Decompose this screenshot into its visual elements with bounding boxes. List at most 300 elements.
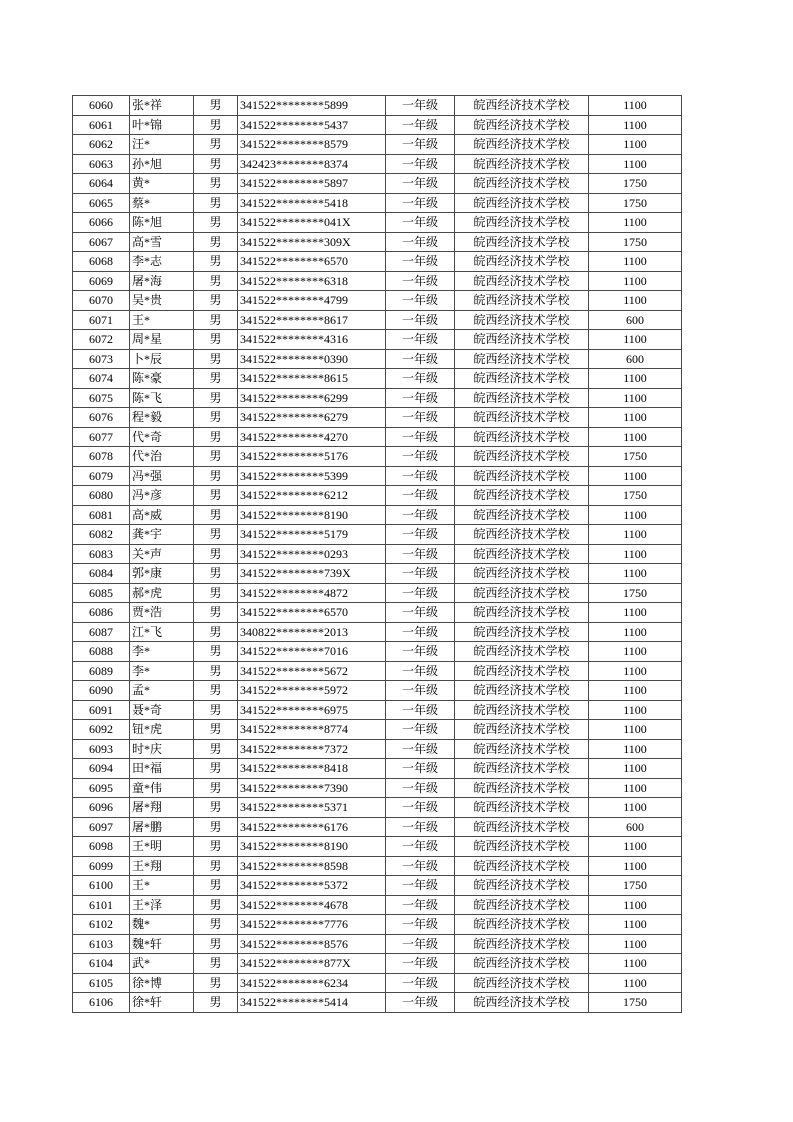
table-row [73,486,682,506]
cell-gender: 男 [194,525,238,545]
table-row [73,661,682,681]
cell-id: 6102 [73,915,130,935]
document-sheet [72,95,682,1013]
cell-grade: 一年级 [386,778,455,798]
table-row [73,505,682,525]
cell-grade: 一年级 [386,154,455,174]
cell-school: 皖西经济技术学校 [455,798,589,818]
table-row [73,817,682,837]
cell-name: 高*威 [130,505,194,525]
cell-id: 6071 [73,310,130,330]
table-row [73,447,682,467]
cell-school: 皖西经济技术学校 [455,330,589,350]
cell-amount: 1100 [589,700,682,720]
cell-gender: 男 [194,427,238,447]
cell-amount: 1750 [589,876,682,896]
cell-id: 6103 [73,934,130,954]
cell-name: 卜*辰 [130,349,194,369]
cell-school: 皖西经济技术学校 [455,603,589,623]
cell-amount: 1100 [589,622,682,642]
cell-id: 6105 [73,973,130,993]
cell-id_number: 341522********5371 [238,798,386,818]
cell-grade: 一年级 [386,564,455,584]
cell-id_number: 341522********4270 [238,427,386,447]
cell-id_number: 342423********8374 [238,154,386,174]
cell-name: 屠*鹏 [130,817,194,837]
cell-gender: 男 [194,642,238,662]
cell-grade: 一年级 [386,96,455,116]
cell-grade: 一年级 [386,583,455,603]
cell-amount: 1750 [589,174,682,194]
table-row [73,369,682,389]
cell-gender: 男 [194,310,238,330]
cell-school: 皖西经济技术学校 [455,408,589,428]
cell-name: 徐*博 [130,973,194,993]
cell-gender: 男 [194,96,238,116]
cell-id: 6098 [73,837,130,857]
cell-name: 程*毅 [130,408,194,428]
cell-amount: 1100 [589,291,682,311]
cell-gender: 男 [194,681,238,701]
cell-name: 蔡* [130,193,194,213]
cell-id_number: 341522********0390 [238,349,386,369]
cell-name: 王*翔 [130,856,194,876]
cell-school: 皖西经济技术学校 [455,388,589,408]
cell-school: 皖西经济技术学校 [455,271,589,291]
cell-name: 聂*奇 [130,700,194,720]
cell-id_number: 341522********5437 [238,115,386,135]
cell-id: 6063 [73,154,130,174]
cell-grade: 一年级 [386,115,455,135]
cell-school: 皖西经济技术学校 [455,154,589,174]
cell-grade: 一年级 [386,622,455,642]
cell-grade: 一年级 [386,369,455,389]
cell-name: 徐*轩 [130,993,194,1013]
cell-name: 黄* [130,174,194,194]
cell-id_number: 341522********309X [238,232,386,252]
table-row [73,388,682,408]
records-table [72,95,682,1013]
cell-school: 皖西经济技术学校 [455,759,589,779]
cell-school: 皖西经济技术学校 [455,720,589,740]
table-row [73,876,682,896]
cell-id: 6092 [73,720,130,740]
cell-gender: 男 [194,447,238,467]
cell-amount: 1100 [589,798,682,818]
table-row [73,993,682,1013]
cell-id: 6101 [73,895,130,915]
cell-grade: 一年级 [386,525,455,545]
cell-grade: 一年级 [386,252,455,272]
cell-school: 皖西经济技术学校 [455,310,589,330]
cell-grade: 一年级 [386,817,455,837]
cell-name: 郭*康 [130,564,194,584]
cell-school: 皖西经济技术学校 [455,447,589,467]
table-row [73,798,682,818]
cell-amount: 1100 [589,408,682,428]
cell-gender: 男 [194,252,238,272]
cell-id: 6068 [73,252,130,272]
cell-id_number: 341522********5897 [238,174,386,194]
cell-id: 6069 [73,271,130,291]
cell-amount: 1100 [589,954,682,974]
cell-grade: 一年级 [386,681,455,701]
cell-id: 6093 [73,739,130,759]
cell-name: 龚*宇 [130,525,194,545]
cell-id_number: 341522********6570 [238,252,386,272]
cell-school: 皖西经济技术学校 [455,466,589,486]
table-row [73,720,682,740]
cell-amount: 1100 [589,778,682,798]
cell-amount: 1100 [589,154,682,174]
cell-amount: 1100 [589,427,682,447]
cell-grade: 一年级 [386,739,455,759]
cell-id_number: 341522********5399 [238,466,386,486]
cell-name: 王*泽 [130,895,194,915]
cell-gender: 男 [194,291,238,311]
cell-grade: 一年级 [386,700,455,720]
cell-id_number: 341522********6299 [238,388,386,408]
cell-name: 屠*海 [130,271,194,291]
cell-id: 6083 [73,544,130,564]
cell-grade: 一年级 [386,213,455,233]
table-row [73,466,682,486]
cell-id: 6104 [73,954,130,974]
cell-id: 6106 [73,993,130,1013]
cell-amount: 1100 [589,973,682,993]
table-row [73,915,682,935]
cell-school: 皖西经济技术学校 [455,583,589,603]
cell-name: 张*祥 [130,96,194,116]
cell-grade: 一年级 [386,388,455,408]
cell-grade: 一年级 [386,759,455,779]
cell-grade: 一年级 [386,876,455,896]
cell-id: 6065 [73,193,130,213]
cell-gender: 男 [194,486,238,506]
cell-gender: 男 [194,973,238,993]
cell-id: 6088 [73,642,130,662]
table-row [73,837,682,857]
cell-id: 6091 [73,700,130,720]
cell-id: 6084 [73,564,130,584]
cell-amount: 1750 [589,232,682,252]
cell-id_number: 341522********877X [238,954,386,974]
cell-name: 时*庆 [130,739,194,759]
cell-name: 童*伟 [130,778,194,798]
cell-grade: 一年级 [386,934,455,954]
cell-amount: 1100 [589,115,682,135]
cell-id: 6094 [73,759,130,779]
cell-gender: 男 [194,232,238,252]
cell-name: 孟* [130,681,194,701]
cell-school: 皖西经济技术学校 [455,486,589,506]
cell-school: 皖西经济技术学校 [455,837,589,857]
cell-gender: 男 [194,154,238,174]
cell-school: 皖西经济技术学校 [455,739,589,759]
cell-gender: 男 [194,466,238,486]
cell-grade: 一年级 [386,271,455,291]
table-row [73,193,682,213]
cell-id_number: 341522********8617 [238,310,386,330]
cell-amount: 1750 [589,583,682,603]
cell-name: 陈*豪 [130,369,194,389]
table-row [73,525,682,545]
cell-gender: 男 [194,837,238,857]
cell-school: 皖西经济技术学校 [455,661,589,681]
table-row [73,934,682,954]
cell-school: 皖西经济技术学校 [455,876,589,896]
cell-id_number: 341522********5414 [238,993,386,1013]
cell-school: 皖西经济技术学校 [455,564,589,584]
cell-school: 皖西经济技术学校 [455,291,589,311]
cell-id: 6064 [73,174,130,194]
cell-school: 皖西经济技术学校 [455,193,589,213]
cell-name: 钮*虎 [130,720,194,740]
table-row [73,856,682,876]
cell-id: 6085 [73,583,130,603]
cell-grade: 一年级 [386,798,455,818]
cell-id: 6099 [73,856,130,876]
cell-amount: 1100 [589,720,682,740]
cell-id: 6072 [73,330,130,350]
cell-amount: 1100 [589,856,682,876]
cell-gender: 男 [194,739,238,759]
cell-id_number: 341522********7372 [238,739,386,759]
cell-id: 6060 [73,96,130,116]
cell-grade: 一年级 [386,856,455,876]
cell-id_number: 341522********7390 [238,778,386,798]
cell-school: 皖西经济技术学校 [455,681,589,701]
cell-amount: 1100 [589,739,682,759]
table-row [73,622,682,642]
cell-gender: 男 [194,330,238,350]
cell-school: 皖西经济技术学校 [455,232,589,252]
cell-gender: 男 [194,271,238,291]
table-row [73,603,682,623]
table-row [73,681,682,701]
cell-grade: 一年级 [386,291,455,311]
cell-school: 皖西经济技术学校 [455,252,589,272]
cell-gender: 男 [194,876,238,896]
cell-id: 6075 [73,388,130,408]
cell-gender: 男 [194,954,238,974]
cell-id: 6097 [73,817,130,837]
cell-name: 孙*旭 [130,154,194,174]
cell-id: 6095 [73,778,130,798]
cell-name: 王* [130,876,194,896]
cell-amount: 1100 [589,895,682,915]
cell-school: 皖西经济技术学校 [455,993,589,1013]
table-row [73,349,682,369]
cell-name: 冯*强 [130,466,194,486]
cell-gender: 男 [194,213,238,233]
cell-amount: 1100 [589,505,682,525]
cell-name: 关*声 [130,544,194,564]
cell-amount: 1750 [589,993,682,1013]
cell-id: 6073 [73,349,130,369]
cell-id: 6076 [73,408,130,428]
cell-gender: 男 [194,544,238,564]
table-row [73,564,682,584]
cell-school: 皖西经济技术学校 [455,369,589,389]
cell-amount: 1100 [589,915,682,935]
cell-amount: 1100 [589,837,682,857]
cell-gender: 男 [194,934,238,954]
cell-id_number: 341522********6279 [238,408,386,428]
table-row [73,154,682,174]
cell-id: 6082 [73,525,130,545]
cell-amount: 1100 [589,544,682,564]
table-row [73,642,682,662]
cell-grade: 一年级 [386,603,455,623]
cell-grade: 一年级 [386,135,455,155]
cell-amount: 1750 [589,447,682,467]
table-row [73,700,682,720]
cell-id_number: 341522********0293 [238,544,386,564]
cell-grade: 一年级 [386,544,455,564]
cell-amount: 1100 [589,135,682,155]
cell-grade: 一年级 [386,349,455,369]
cell-school: 皖西经济技术学校 [455,544,589,564]
cell-id_number: 341522********4678 [238,895,386,915]
table-row [73,759,682,779]
cell-grade: 一年级 [386,232,455,252]
cell-name: 吴*贵 [130,291,194,311]
cell-gender: 男 [194,759,238,779]
table-row [73,408,682,428]
cell-amount: 1100 [589,271,682,291]
cell-school: 皖西经济技术学校 [455,895,589,915]
cell-gender: 男 [194,193,238,213]
table-row [73,213,682,233]
cell-gender: 男 [194,622,238,642]
cell-id: 6087 [73,622,130,642]
cell-amount: 1100 [589,934,682,954]
cell-gender: 男 [194,135,238,155]
cell-id: 6074 [73,369,130,389]
cell-grade: 一年级 [386,174,455,194]
cell-grade: 一年级 [386,447,455,467]
cell-id_number: 341522********8579 [238,135,386,155]
cell-amount: 1100 [589,388,682,408]
cell-gender: 男 [194,115,238,135]
cell-amount: 600 [589,310,682,330]
cell-id_number: 341522********7016 [238,642,386,662]
cell-amount: 600 [589,349,682,369]
cell-gender: 男 [194,778,238,798]
cell-id_number: 341522********6176 [238,817,386,837]
table-row [73,291,682,311]
cell-name: 陈*旭 [130,213,194,233]
cell-grade: 一年级 [386,408,455,428]
cell-gender: 男 [194,915,238,935]
cell-school: 皖西经济技术学校 [455,973,589,993]
cell-id: 6096 [73,798,130,818]
cell-name: 陈*飞 [130,388,194,408]
cell-id_number: 341522********5372 [238,876,386,896]
cell-amount: 1100 [589,96,682,116]
cell-school: 皖西经济技术学校 [455,954,589,974]
cell-id_number: 341522********5418 [238,193,386,213]
cell-id_number: 341522********5972 [238,681,386,701]
cell-name: 魏* [130,915,194,935]
cell-school: 皖西经济技术学校 [455,817,589,837]
table-row [73,252,682,272]
cell-id_number: 341522********041X [238,213,386,233]
table-row [73,232,682,252]
cell-grade: 一年级 [386,310,455,330]
cell-name: 汪* [130,135,194,155]
cell-amount: 1100 [589,661,682,681]
cell-gender: 男 [194,388,238,408]
cell-id_number: 341522********4872 [238,583,386,603]
cell-id: 6066 [73,213,130,233]
cell-gender: 男 [194,564,238,584]
cell-amount: 1750 [589,193,682,213]
cell-name: 周*星 [130,330,194,350]
cell-school: 皖西经济技术学校 [455,96,589,116]
cell-grade: 一年级 [386,642,455,662]
cell-amount: 1100 [589,525,682,545]
cell-gender: 男 [194,369,238,389]
cell-id_number: 341522********8418 [238,759,386,779]
cell-grade: 一年级 [386,486,455,506]
cell-grade: 一年级 [386,837,455,857]
cell-amount: 1100 [589,369,682,389]
cell-id: 6089 [73,661,130,681]
table-row [73,427,682,447]
cell-id_number: 341522********8774 [238,720,386,740]
cell-id_number: 341522********7776 [238,915,386,935]
cell-grade: 一年级 [386,993,455,1013]
cell-school: 皖西经济技术学校 [455,349,589,369]
table-row [73,115,682,135]
cell-grade: 一年级 [386,661,455,681]
cell-id_number: 341522********5176 [238,447,386,467]
cell-name: 高*雪 [130,232,194,252]
cell-gender: 男 [194,720,238,740]
cell-id_number: 341522********6212 [238,486,386,506]
table-row [73,96,682,116]
table-row [73,174,682,194]
cell-name: 代*治 [130,447,194,467]
cell-school: 皖西经济技术学校 [455,174,589,194]
cell-id: 6061 [73,115,130,135]
cell-id_number: 341522********5672 [238,661,386,681]
cell-school: 皖西经济技术学校 [455,505,589,525]
cell-grade: 一年级 [386,973,455,993]
cell-school: 皖西经济技术学校 [455,700,589,720]
cell-id_number: 341522********739X [238,564,386,584]
cell-name: 李*志 [130,252,194,272]
cell-grade: 一年级 [386,895,455,915]
cell-school: 皖西经济技术学校 [455,934,589,954]
cell-id: 6062 [73,135,130,155]
cell-id: 6070 [73,291,130,311]
cell-name: 魏*轩 [130,934,194,954]
cell-amount: 1100 [589,466,682,486]
cell-school: 皖西经济技术学校 [455,135,589,155]
cell-id_number: 341522********8615 [238,369,386,389]
table-row [73,271,682,291]
cell-school: 皖西经济技术学校 [455,525,589,545]
cell-gender: 男 [194,817,238,837]
cell-grade: 一年级 [386,193,455,213]
cell-gender: 男 [194,895,238,915]
cell-amount: 600 [589,817,682,837]
table-row [73,739,682,759]
cell-amount: 1750 [589,486,682,506]
